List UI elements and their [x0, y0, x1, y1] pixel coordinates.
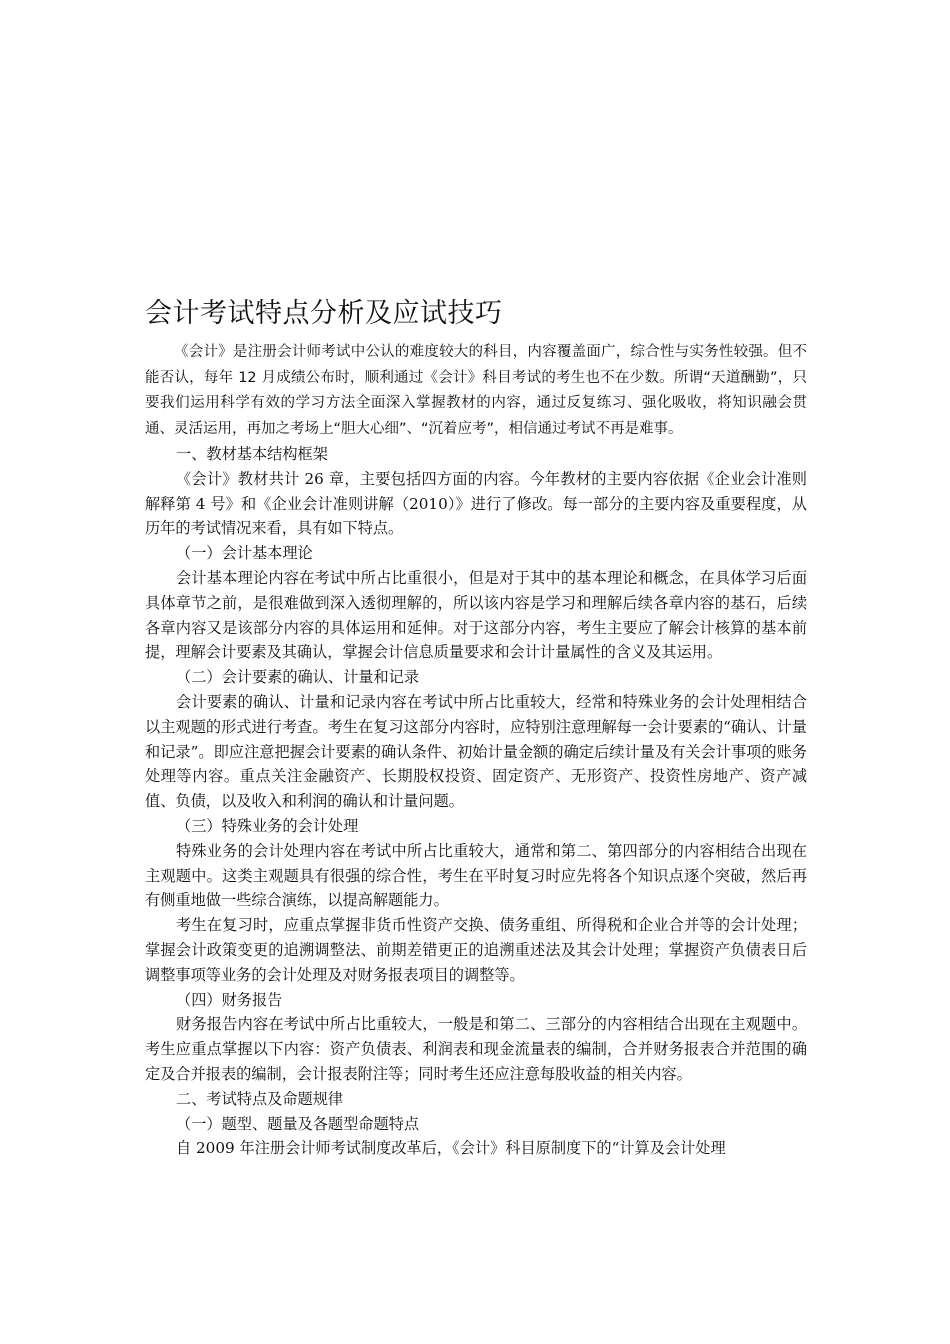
section-heading: （二）会计要素的确认、计量和记录 — [176, 668, 419, 687]
section-heading: （三）特殊业务的会计处理 — [176, 816, 359, 835]
section-heading: 一、教材基本结构框架 — [176, 445, 328, 463]
body-paragraph: 财务报告内容在考试中所占比重较大，一般是和第二、三部分的内容相结合出现在主观题中。考生应重点掌握以下内容：资产负债表、利润表和现金流量表的编制，合并财务报表合并范围的确定及合并报表的编制，会计报表附注等；同时考生还应注意每股收益的相关内容。 — [145, 1015, 807, 1083]
document-title: 会计考试特点分析及应试技巧 — [145, 298, 503, 329]
body-paragraph: 会计要素的确认、计量和记录内容在考试中所占比重较大，经常和特殊业务的会计处理相结合以主观题的形式进行考查。考生在复习这部分内容时，应特别注意理解每一会计要素的“确认、计量和记录”。即应注意把握会计要素的确认条件、初始计量金额的确定后续计量及有关会计事项的账务处理等内容。重点关注金融资产、长期股权投资、固定资产、无形资产、投资性房地产、资产减值、负债，以及收入和利润的确认和计量问题。 — [145, 692, 807, 811]
body-paragraph: 特殊业务的会计处理内容在考试中所占比重较大，通常和第二、第四部分的内容相结合出现在主观题中。这类主观题具有很强的综合性，考生在平时复习时应先将各个知识点逐个突破，然后再有侧重地做一些综合演练，以提高解题能力。 — [145, 841, 807, 910]
section-heading: （一）题型、题量及各题型命题特点 — [176, 1114, 419, 1133]
section-heading: （一）会计基本理论 — [176, 544, 313, 563]
body-paragraph: 考生在复习时，应重点掌握非货币性资产交换、债务重组、所得税和企业合并等的会计处理；掌握会计政策变更的追溯调整法、前期差错更正的追溯重述法及其会计处理；掌握资产负债表日后调整事项等业务的会计处理及对财务报表项目的调整等。 — [145, 916, 807, 984]
body-paragraph: 自 2009 年注册会计师考试制度改革后，《会计》科目原制度下的“计算及会计处理 — [176, 1139, 726, 1158]
body-paragraph: 会计基本理论内容在考试中所占比重很小，但是对于其中的基本理论和概念，在具体学习后面具体章节之前，是很难做到深入透彻理解的，所以该内容是学习和理解后续各章内容的基石，后续各章内容又是该部分内容的具体运用和延伸。对于这部分内容，考生主要应了解会计核算的基本前提，理解会计要素及其确认，掌握会计信息质量要求和会计计量属性的含义及其运用。 — [145, 568, 807, 662]
intro-paragraph: 《会计》是注册会计师考试中公认的难度较大的科目，内容覆盖面广，综合性与实务性较强。但不能否认，每年 12 月成绩公布时，顺利通过《会计》科目考试的考生也不在少数。所谓“天道酬勤”，只要我们运用科学有效的学习方法全面深入掌握教材的内容，通过反复练习、强化吸收，将知识融会贯通、灵活运用，再加之考场上“胆大心细”、“沉着应考”，相信通过考试不再是难事。 — [145, 344, 807, 437]
section-heading: 二、考试特点及命题规律 — [176, 1089, 344, 1108]
document-page — [145, 292, 807, 1161]
document-body — [145, 442, 807, 1161]
section-heading: （四）财务报告 — [176, 990, 283, 1009]
body-paragraph: 《会计》教材共计 26 章，主要包括四方面的内容。今年教材的主要内容依据《企业会计准则解释第 4 号》和《企业会计准则讲解（2010）》进行了修改。每一部分的主要内容及重要程度，从历年的考试情况来看，具有如下特点。 — [145, 469, 807, 538]
